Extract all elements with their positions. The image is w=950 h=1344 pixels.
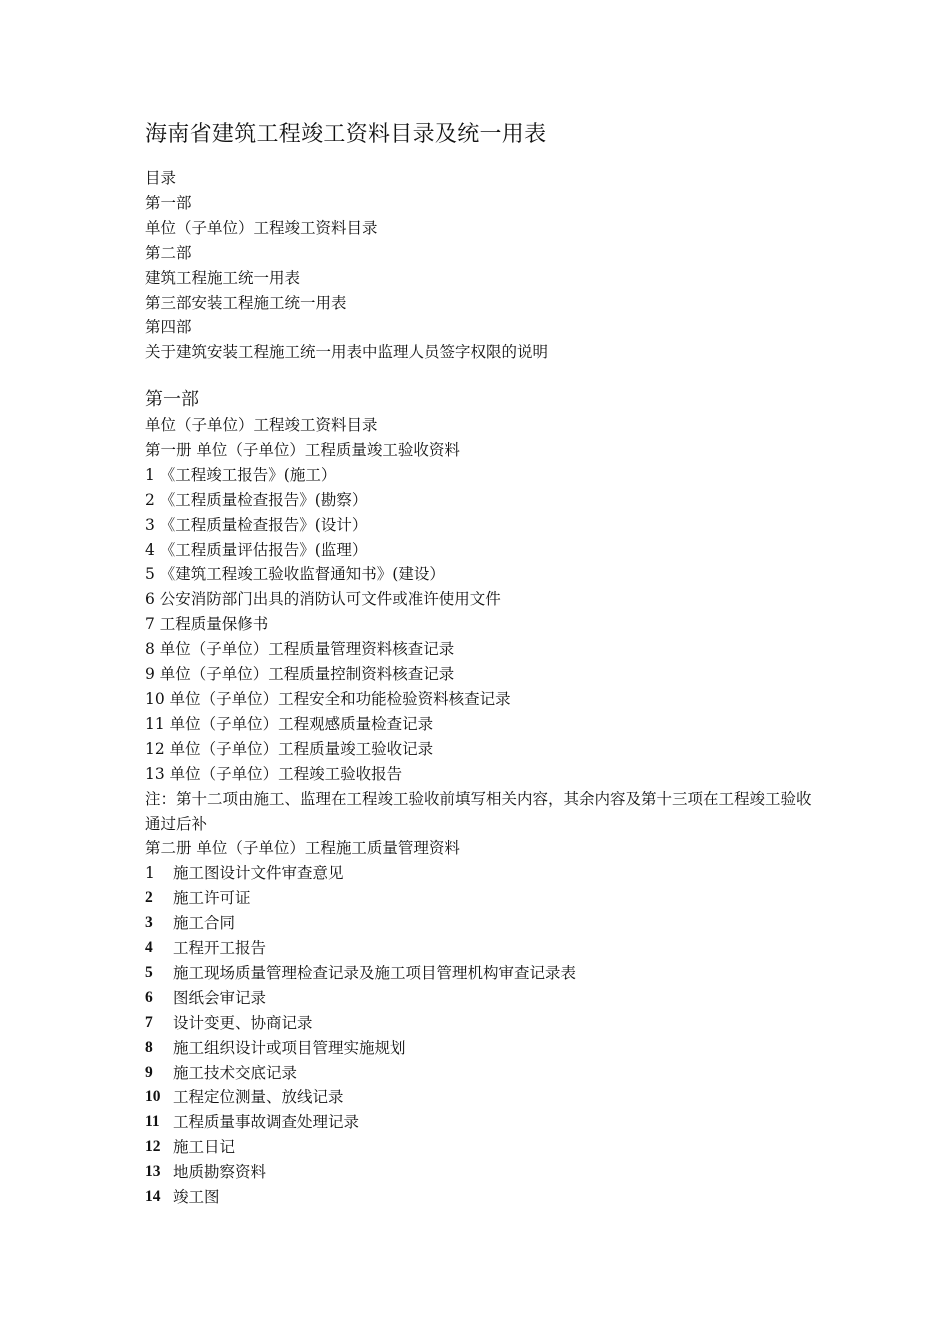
part1-subtitle: 单位（子单位）工程竣工资料目录	[145, 416, 378, 434]
item-text: 工程质量事故调查处理记录	[173, 1113, 360, 1132]
list-item	[145, 1185, 825, 1210]
item-text: 施工图设计文件审查意见	[173, 864, 344, 883]
item-number: 7	[145, 1013, 153, 1031]
list-item	[145, 861, 825, 886]
document-title: 海南省建筑工程竣工资料目录及统一用表	[145, 122, 547, 147]
part1-heading: 第一部	[145, 389, 199, 410]
volume2-list	[145, 861, 825, 1210]
item-text: 工程定位测量、放线记录	[173, 1088, 344, 1107]
item-number: 12	[145, 1138, 161, 1156]
item-text: 施工组织设计或项目管理实施规划	[173, 1038, 406, 1057]
list-item	[145, 936, 825, 961]
item-number: 13	[145, 1163, 161, 1181]
item-number: 14	[145, 1188, 161, 1206]
item-number: 9	[145, 1063, 153, 1081]
item-number: 6	[145, 988, 153, 1006]
item-number: 4	[145, 939, 153, 957]
list-item	[145, 1011, 825, 1036]
list-item: 10 单位（子单位）工程安全和功能检验资料核查记录	[145, 689, 511, 708]
item-text: 施工日记	[173, 1138, 236, 1157]
item-number: 11	[145, 1113, 160, 1131]
list-item	[145, 1110, 825, 1135]
list-item	[145, 1061, 825, 1086]
list-item: 2 《工程质量检查报告》(勘察）	[145, 490, 368, 509]
item-number: 3	[145, 914, 153, 932]
volume1-list	[145, 463, 825, 787]
list-item: 11 单位（子单位）工程观感质量检查记录	[145, 714, 434, 733]
list-item: 8 单位（子单位）工程质量管理资料核查记录	[145, 640, 455, 659]
volume1-note: 注：第十二项由施工、监理在工程竣工验收前填写相关内容，其余内容及第十三项在工程竣工验收通过后补	[145, 789, 812, 833]
item-text: 施工技术交底记录	[173, 1063, 298, 1082]
toc-line: 目录	[145, 169, 177, 187]
toc-line: 第二部	[145, 243, 192, 262]
toc-line: 第一部	[145, 193, 192, 212]
list-item	[145, 886, 825, 911]
list-item	[145, 1085, 825, 1110]
list-item: 6 公安消防部门出具的消防认可文件或准许使用文件	[145, 590, 501, 609]
item-text: 工程开工报告	[173, 939, 267, 958]
toc-line: 建筑工程施工统一用表	[145, 268, 301, 287]
item-number: 1	[145, 864, 155, 883]
list-item	[145, 911, 825, 936]
toc-line: 关于建筑安装工程施工统一用表中监理人员签字权限的说明	[145, 343, 549, 362]
part1-body	[145, 413, 825, 1210]
list-item: 4 《工程质量评估报告》(监理）	[145, 540, 368, 559]
toc-line: 第四部	[145, 318, 192, 337]
list-item: 7 工程质量保修书	[145, 615, 269, 634]
item-text: 竣工图	[173, 1188, 220, 1207]
table-of-contents	[145, 166, 548, 365]
toc-line: 单位（子单位）工程竣工资料目录	[145, 218, 378, 237]
item-text: 施工许可证	[173, 889, 251, 908]
list-item	[145, 961, 825, 986]
volume1-title: 第一册 单位（子单位）工程质量竣工验收资料	[145, 440, 460, 459]
list-item	[145, 1160, 825, 1185]
list-item	[145, 1036, 825, 1061]
item-text: 施工合同	[173, 914, 236, 933]
list-item: 12 单位（子单位）工程质量竣工验收记录	[145, 739, 434, 758]
list-item: 3 《工程质量检查报告》(设计）	[145, 515, 368, 534]
item-number: 5	[145, 963, 153, 981]
list-item	[145, 1135, 825, 1160]
list-item: 9 单位（子单位）工程质量控制资料核查记录	[145, 665, 455, 684]
list-item: 5 《建筑工程竣工验收监督通知书》(建设）	[145, 565, 445, 584]
item-text: 设计变更、协商记录	[173, 1013, 313, 1032]
item-text: 地质勘察资料	[173, 1163, 267, 1182]
volume2-title: 第二册 单位（子单位）工程施工质量管理资料	[145, 839, 460, 858]
item-text: 图纸会审记录	[173, 988, 267, 1007]
list-item: 1 《工程竣工报告》(施工）	[145, 465, 337, 484]
item-text: 施工现场质量管理检查记录及施工项目管理机构审查记录表	[173, 963, 577, 982]
list-item: 13 单位（子单位）工程竣工验收报告	[145, 764, 403, 783]
item-number: 10	[145, 1088, 161, 1106]
item-number: 2	[145, 889, 153, 907]
list-item	[145, 986, 825, 1011]
toc-line: 第三部安装工程施工统一用表	[145, 293, 347, 312]
item-number: 8	[145, 1038, 153, 1056]
